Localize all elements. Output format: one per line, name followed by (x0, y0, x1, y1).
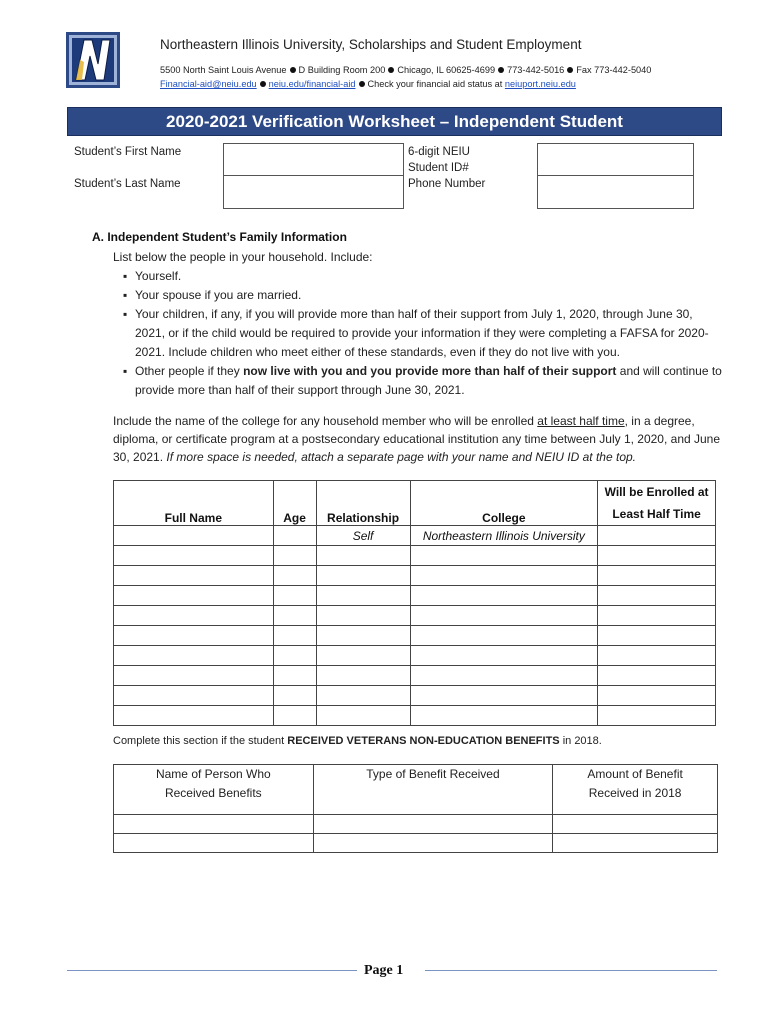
table-cell[interactable] (316, 546, 410, 566)
table-cell[interactable] (316, 566, 410, 586)
col-age: Age (273, 481, 316, 526)
table-cell[interactable] (114, 686, 274, 706)
table-cell[interactable] (316, 686, 410, 706)
table-cell[interactable] (598, 626, 716, 646)
table-cell[interactable] (316, 626, 410, 646)
portal-link[interactable]: neiuport.neiu.edu (504, 79, 576, 89)
table-cell[interactable] (410, 666, 598, 686)
table-cell[interactable] (598, 606, 716, 626)
table-cell[interactable] (114, 586, 274, 606)
footer-rule-left (67, 970, 357, 971)
page-number: Page 1 (364, 963, 404, 978)
table-header-row: Name of Person Who Received Benefits Type of Benefit Received Amount of Benefit Received in 2018 (114, 765, 718, 815)
table-cell[interactable] (410, 706, 598, 726)
table-cell[interactable] (273, 546, 316, 566)
college-instructions: Include the name of the college for any household member who will be enrolled at least half time, in a degree, diploma, or certificate program at a postsecondary educational institution any time between July 1, 2020, and June 30, 2021. If more space is needed, attach a separate page with your name and NEIU ID at the top. (113, 414, 721, 464)
neiu-logo (66, 32, 120, 88)
student-id-field[interactable] (537, 143, 694, 177)
table-cell[interactable] (410, 686, 598, 706)
header-title: Northeastern Illinois University, Scholarships and Student Employment (160, 37, 582, 52)
header-contact: 5500 North Saint Louis Avenue D Building Room 200 Chicago, IL 60625-4699 773-442-5016 Fax 773-442-5040 (160, 65, 652, 75)
table-cell[interactable] (114, 666, 274, 686)
col-full-name: Full Name (114, 481, 274, 526)
table-cell[interactable] (114, 646, 274, 666)
table-cell[interactable] (114, 566, 274, 586)
table-cell[interactable] (410, 646, 598, 666)
vet-col-type: Type of Benefit Received (313, 765, 553, 815)
website-link[interactable]: neiu.edu/financial-aid (268, 79, 356, 89)
table-cell[interactable] (273, 586, 316, 606)
table-cell[interactable] (273, 566, 316, 586)
student-id-label-1: 6-digit NEIU (408, 146, 470, 158)
col-relationship: Relationship (316, 481, 410, 526)
list-item: ▪ Your spouse if you are married. (113, 286, 725, 305)
table-row (114, 834, 718, 853)
table-cell[interactable] (316, 606, 410, 626)
vet-col-amount: Amount of Benefit (587, 767, 683, 781)
section-a-list (113, 248, 725, 400)
table-row (114, 686, 716, 706)
table-cell[interactable] (598, 706, 716, 726)
table-cell[interactable] (598, 686, 716, 706)
table-row (114, 546, 716, 566)
last-name-field[interactable] (223, 175, 404, 209)
section-a-intro: List below the people in your household. Include: (113, 250, 373, 264)
table-cell[interactable] (114, 626, 274, 646)
table-cell[interactable] (410, 546, 598, 566)
col-college: College (410, 481, 598, 526)
household-table (113, 480, 716, 726)
example-row: Self Northeastern Illinois University (114, 526, 716, 546)
veterans-table (113, 764, 718, 853)
col-enrolled: Will be Enrolled at Least Half Time (598, 481, 716, 526)
table-cell[interactable] (410, 606, 598, 626)
table-cell[interactable] (316, 706, 410, 726)
table-cell[interactable] (114, 546, 274, 566)
table-cell[interactable] (316, 586, 410, 606)
table-cell[interactable] (114, 606, 274, 626)
form-title: 2020-2021 Verification Worksheet – Independent Student (67, 107, 722, 136)
table-cell[interactable] (273, 646, 316, 666)
table-cell[interactable] (273, 706, 316, 726)
table-cell[interactable] (114, 706, 274, 726)
table-cell[interactable] (273, 666, 316, 686)
veterans-intro: Complete this section if the student RECEIVED VETERANS NON-EDUCATION BENEFITS in 2018. (113, 735, 602, 747)
table-cell[interactable] (598, 586, 716, 606)
table-row (114, 626, 716, 646)
table-cell[interactable] (598, 666, 716, 686)
table-cell[interactable] (598, 546, 716, 566)
first-name-field[interactable] (223, 143, 404, 177)
table-cell[interactable] (410, 586, 598, 606)
section-a-heading: A. Independent Student’s Family Information (92, 230, 347, 244)
table-cell[interactable] (273, 606, 316, 626)
table-cell[interactable] (316, 646, 410, 666)
table-row (114, 646, 716, 666)
table-cell[interactable] (410, 566, 598, 586)
table-header-row (114, 481, 716, 526)
list-item: ▪ Yourself. (113, 267, 725, 286)
table-cell[interactable] (316, 666, 410, 686)
footer-rule-right (425, 970, 717, 971)
header-links: Financial-aid@neiu.edu neiu.edu/financial-aid Check your financial aid status at neiuport.neiu.edu (160, 79, 576, 89)
table-row (114, 666, 716, 686)
table-row (114, 815, 718, 834)
last-name-label: Student’s Last Name (74, 178, 181, 190)
table-cell[interactable] (410, 626, 598, 646)
list-item: ▪ Other people if they now live with you and you provide more than half of their support and will continue to provide more than half of their support through June 30, 2021. (113, 362, 725, 400)
email-link[interactable]: Financial-aid@neiu.edu (160, 79, 257, 89)
table-row (114, 706, 716, 726)
table-row (114, 606, 716, 626)
student-id-label-2: Student ID# (408, 162, 469, 174)
phone-label: Phone Number (408, 178, 486, 190)
list-item: ▪ Your children, if any, if you will provide more than half of their support from July 1, 2020, through June 30, 2021, or if the child would be required to provide your information if they were completing a FAFSA for 2020-2021. Include children who meet either of these standards, even if they do not live with you. (113, 305, 725, 362)
vet-col-name: Name of Person Who (155, 767, 271, 781)
phone-field[interactable] (537, 175, 694, 209)
table-cell[interactable] (598, 646, 716, 666)
table-row (114, 566, 716, 586)
first-name-label: Student’s First Name (74, 146, 182, 158)
table-cell[interactable] (598, 566, 716, 586)
table-row (114, 586, 716, 606)
table-cell[interactable] (273, 626, 316, 646)
table-cell[interactable] (273, 686, 316, 706)
